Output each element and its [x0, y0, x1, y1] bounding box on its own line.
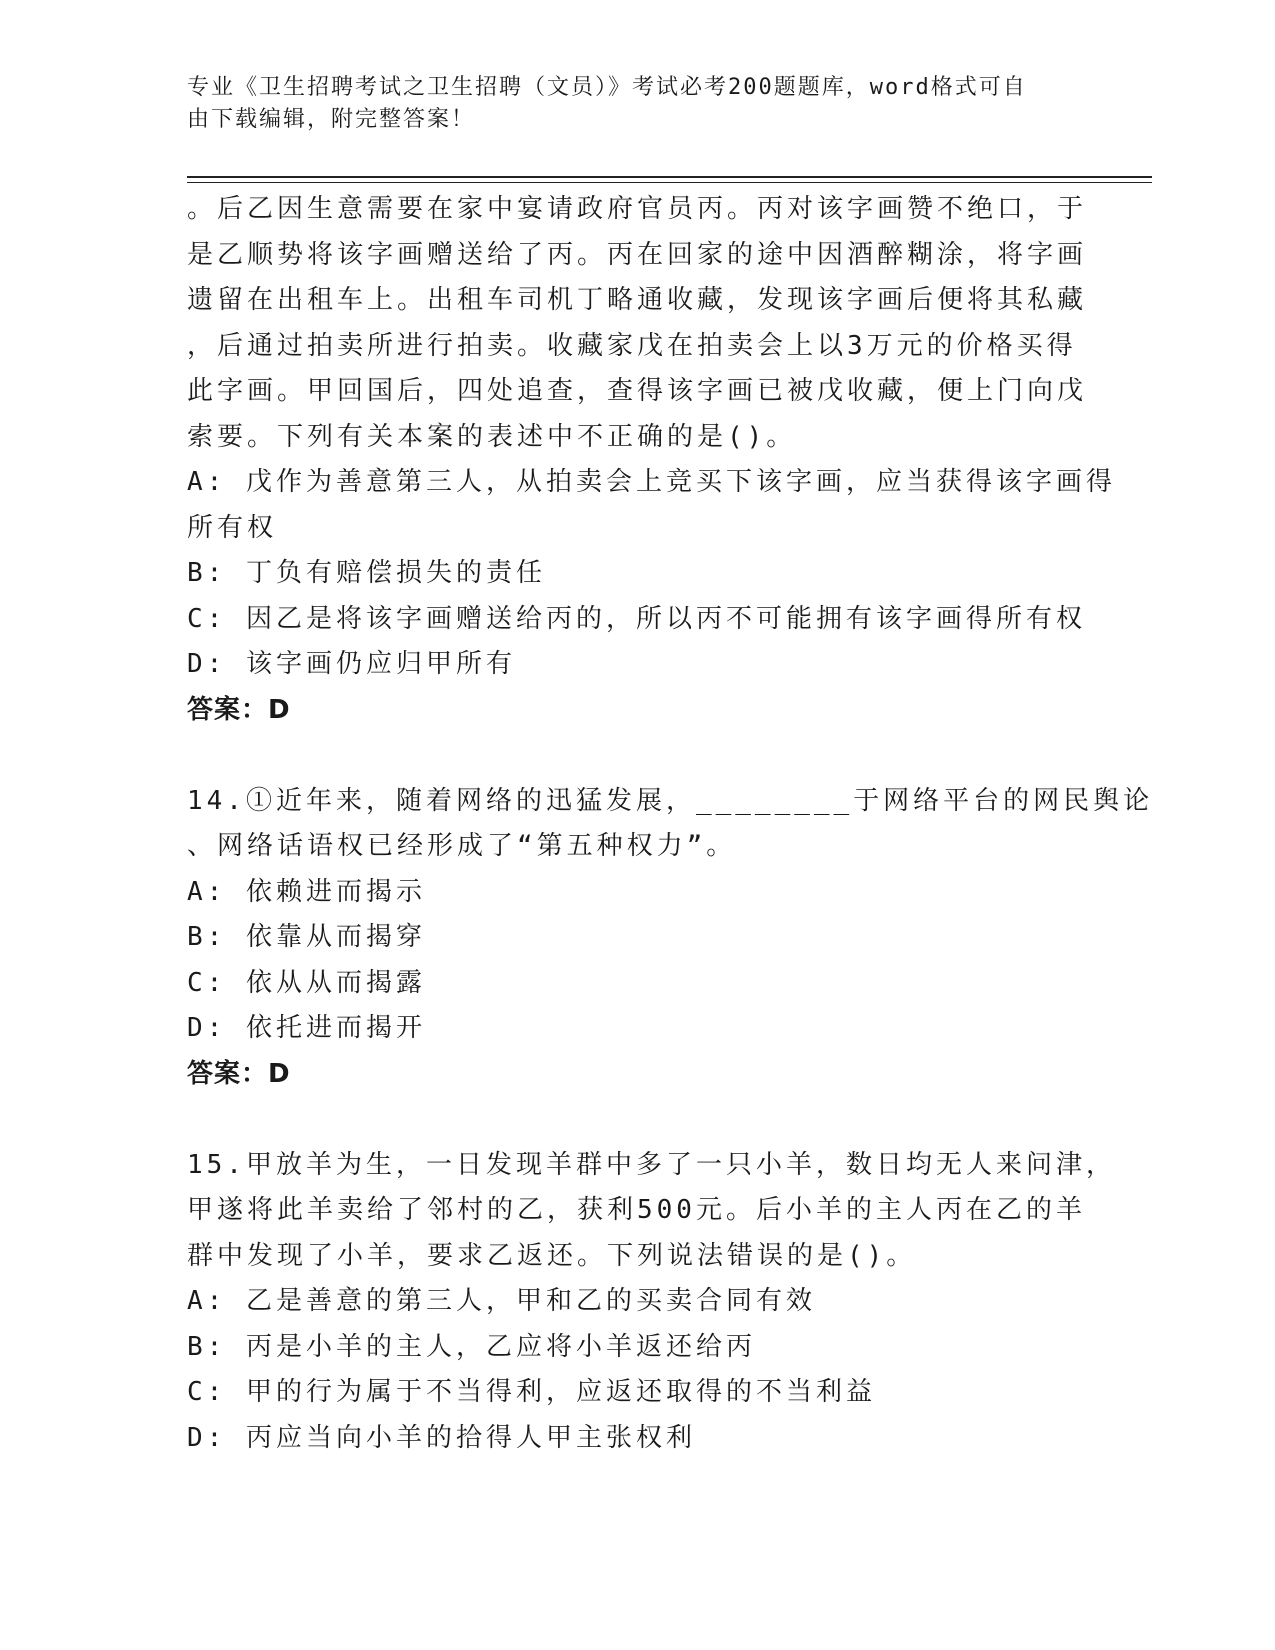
question-stem-line: 15.甲放羊为生，一日发现羊群中多了一只小羊，数日均无人来问津，: [187, 1149, 1116, 1180]
answer: 答案：D: [187, 694, 291, 725]
header-line-1: 专业《卫生招聘考试之卫生招聘（文员）》考试必考200题题库，word格式可自: [187, 75, 1027, 100]
option-a-continued: 所有权: [187, 512, 278, 543]
question-stem-line: 索要。下列有关本案的表述中不正确的是()。: [187, 421, 797, 452]
option-a: A: 乙是善意的第三人，甲和乙的买卖合同有效: [187, 1286, 816, 1316]
option-d: D: 该字画仍应归甲所有: [187, 649, 516, 679]
question-stem-line: 。后乙因生意需要在家中宴请政府官员丙。丙对该字画赞不绝口，于: [187, 194, 1088, 224]
question-stem-line: 是乙顺势将该字画赠送给了丙。丙在回家的途中因酒醉糊涂，将字画: [187, 239, 1088, 270]
question-14: [187, 779, 1154, 1098]
option-b: B: 丁负有赔偿损失的责任: [187, 558, 546, 588]
header-divider-thick: [187, 176, 1152, 178]
header-line-2: 由下载编辑，附完整答案！: [187, 107, 476, 132]
question-13: [187, 187, 1116, 733]
option-d: D: 丙应当向小羊的拾得人甲主张权利: [187, 1422, 696, 1453]
option-c: C: 甲的行为属于不当得利，应返还取得的不当利益: [187, 1377, 876, 1407]
question-stem-line: ，后通过拍卖所进行拍卖。收藏家戊在拍卖会上以3万元的价格买得: [187, 330, 1077, 361]
spacer: [187, 1097, 1087, 1143]
option-a: A: 依赖进而揭示: [187, 876, 426, 907]
question-content: [187, 187, 1154, 1461]
option-b: B: 丙是小羊的主人，乙应将小羊返还给丙: [187, 1331, 756, 1362]
question-15: [187, 1143, 1116, 1462]
question-stem-line: 甲遂将此羊卖给了邻村的乙，获利500元。后小羊的主人丙在乙的羊: [187, 1195, 1086, 1225]
answer: 答案：D: [187, 1058, 291, 1089]
question-stem-line: 此字画。甲回国后，四处追查，查得该字画已被戊收藏，便上门向戊: [187, 376, 1088, 406]
option-d: D: 依托进而揭开: [187, 1013, 426, 1043]
question-stem-line: 遗留在出租车上。出租车司机丁略通收藏，发现该字画后便将其私藏: [187, 285, 1088, 315]
header-divider-thin: [187, 182, 1152, 183]
option-c: C: 依从从而揭露: [187, 967, 426, 998]
question-stem-line: 14.①近年来，随着网络的迅猛发展，________于网络平台的网民舆论: [187, 785, 1154, 816]
option-b: B: 依靠从而揭穿: [187, 922, 426, 952]
option-c: C: 因乙是将该字画赠送给丙的，所以丙不可能拥有该字画得所有权: [187, 603, 1086, 634]
option-a: A: 戊作为善意第三人，从拍卖会上竞买下该字画，应当获得该字画得: [187, 467, 1116, 497]
question-stem-line: 群中发现了小羊，要求乙返还。下列说法错误的是()。: [187, 1240, 917, 1271]
document-header: [187, 72, 1067, 136]
question-stem-line: 、网络话语权已经形成了“第五种权力”。: [187, 831, 737, 861]
spacer: [187, 733, 1087, 779]
